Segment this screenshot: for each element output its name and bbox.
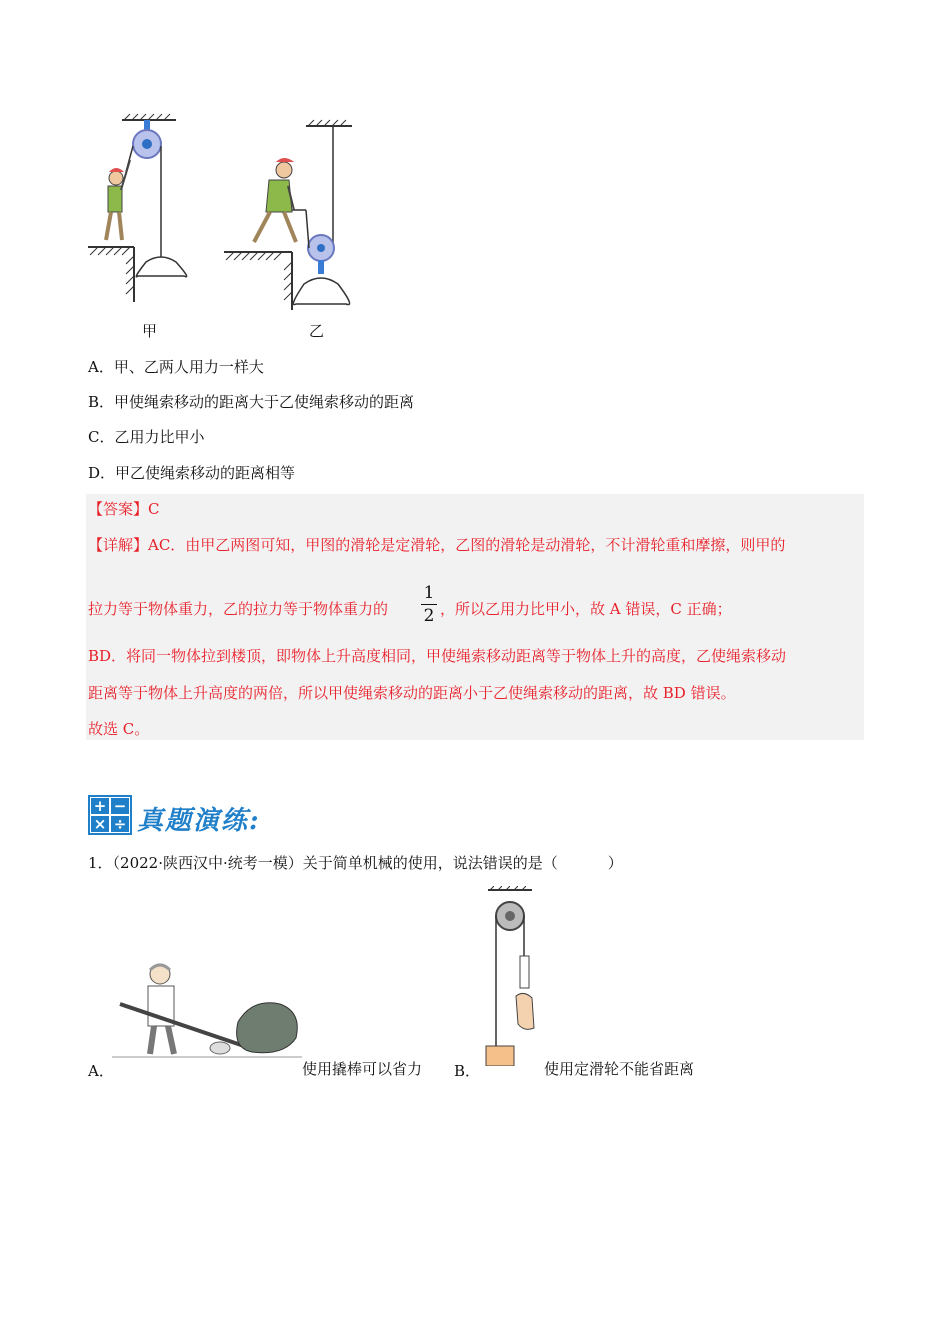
minus-symbol: − xyxy=(113,797,127,815)
q1-option-a-text: 使用撬棒可以省力 xyxy=(302,1060,423,1078)
movable-pulley-scene xyxy=(224,120,352,310)
question-close-paren: ） xyxy=(607,854,623,872)
section-title: 真题演练: xyxy=(137,806,261,836)
answer-label: 【答案】C xyxy=(88,500,160,518)
figure-label-right: 乙 xyxy=(309,322,325,340)
q1-option-a-letter: A． xyxy=(88,1062,114,1080)
option-text: 乙用力比甲小 xyxy=(114,428,205,446)
answer-detail-line3: BD．将同一物体拉到楼顶，即物体上升高度相同，甲使绳索移动距离等于物体上升的高度，乙使绳索移动 xyxy=(88,647,787,665)
fraction-one-half xyxy=(421,584,437,625)
figure-label-left: 甲 xyxy=(142,322,158,340)
option-d xyxy=(88,462,295,483)
option-letter: B． xyxy=(88,393,115,411)
divide-symbol: ÷ xyxy=(113,815,127,833)
fraction-numerator: 1 xyxy=(423,583,435,603)
option-text: 甲乙使绳索移动的距离相等 xyxy=(115,464,296,482)
answer-detail-line5: 故选 C。 xyxy=(88,720,150,738)
question-1 xyxy=(88,852,623,873)
q1-option-b-text: 使用定滑轮不能省距离 xyxy=(544,1060,695,1078)
question-text: （2022·陕西汉中·统考一模）关于简单机械的使用，说法错误的是（ xyxy=(112,854,558,872)
question-number: 1． xyxy=(88,854,113,872)
option-text: 甲、乙两人用力一样大 xyxy=(113,358,264,376)
option-b xyxy=(88,391,414,412)
answer-detail-line2b: ，所以乙用力比甲小，故 A 错误，C 正确； xyxy=(440,600,732,618)
answer-detail-line2a: 拉力等于物体重力，乙的拉力等于物体重力的 xyxy=(88,600,389,618)
answer-detail-line4: 距离等于物体上升高度的两倍，所以甲使绳索移动的距离小于乙使绳索移动的距离，故 BD 错误。 xyxy=(88,684,736,702)
fixed-pulley-scale-figure xyxy=(480,886,550,1066)
option-letter: D． xyxy=(88,464,116,482)
option-a xyxy=(88,356,264,377)
answer-detail-line1: 【详解】AC．由甲乙两图可知，甲图的滑轮是定滑轮，乙图的滑轮是动滑轮，不计滑轮重和摩擦，则甲的 xyxy=(88,536,786,554)
fraction-denominator: 2 xyxy=(423,606,435,626)
crowbar-lever-figure xyxy=(112,960,302,1060)
option-letter: A． xyxy=(88,358,114,376)
times-symbol: × xyxy=(93,815,107,833)
option-text: 甲使绳索移动的距离大于乙使绳索移动的距离 xyxy=(114,393,415,411)
calculator-icon xyxy=(88,795,132,835)
plus-symbol: + xyxy=(93,797,107,815)
option-letter: C． xyxy=(88,428,115,446)
pulley-figure xyxy=(84,112,374,342)
fixed-pulley-scene xyxy=(88,114,187,302)
option-c xyxy=(88,426,205,447)
q1-option-b-letter: B． xyxy=(454,1062,481,1080)
